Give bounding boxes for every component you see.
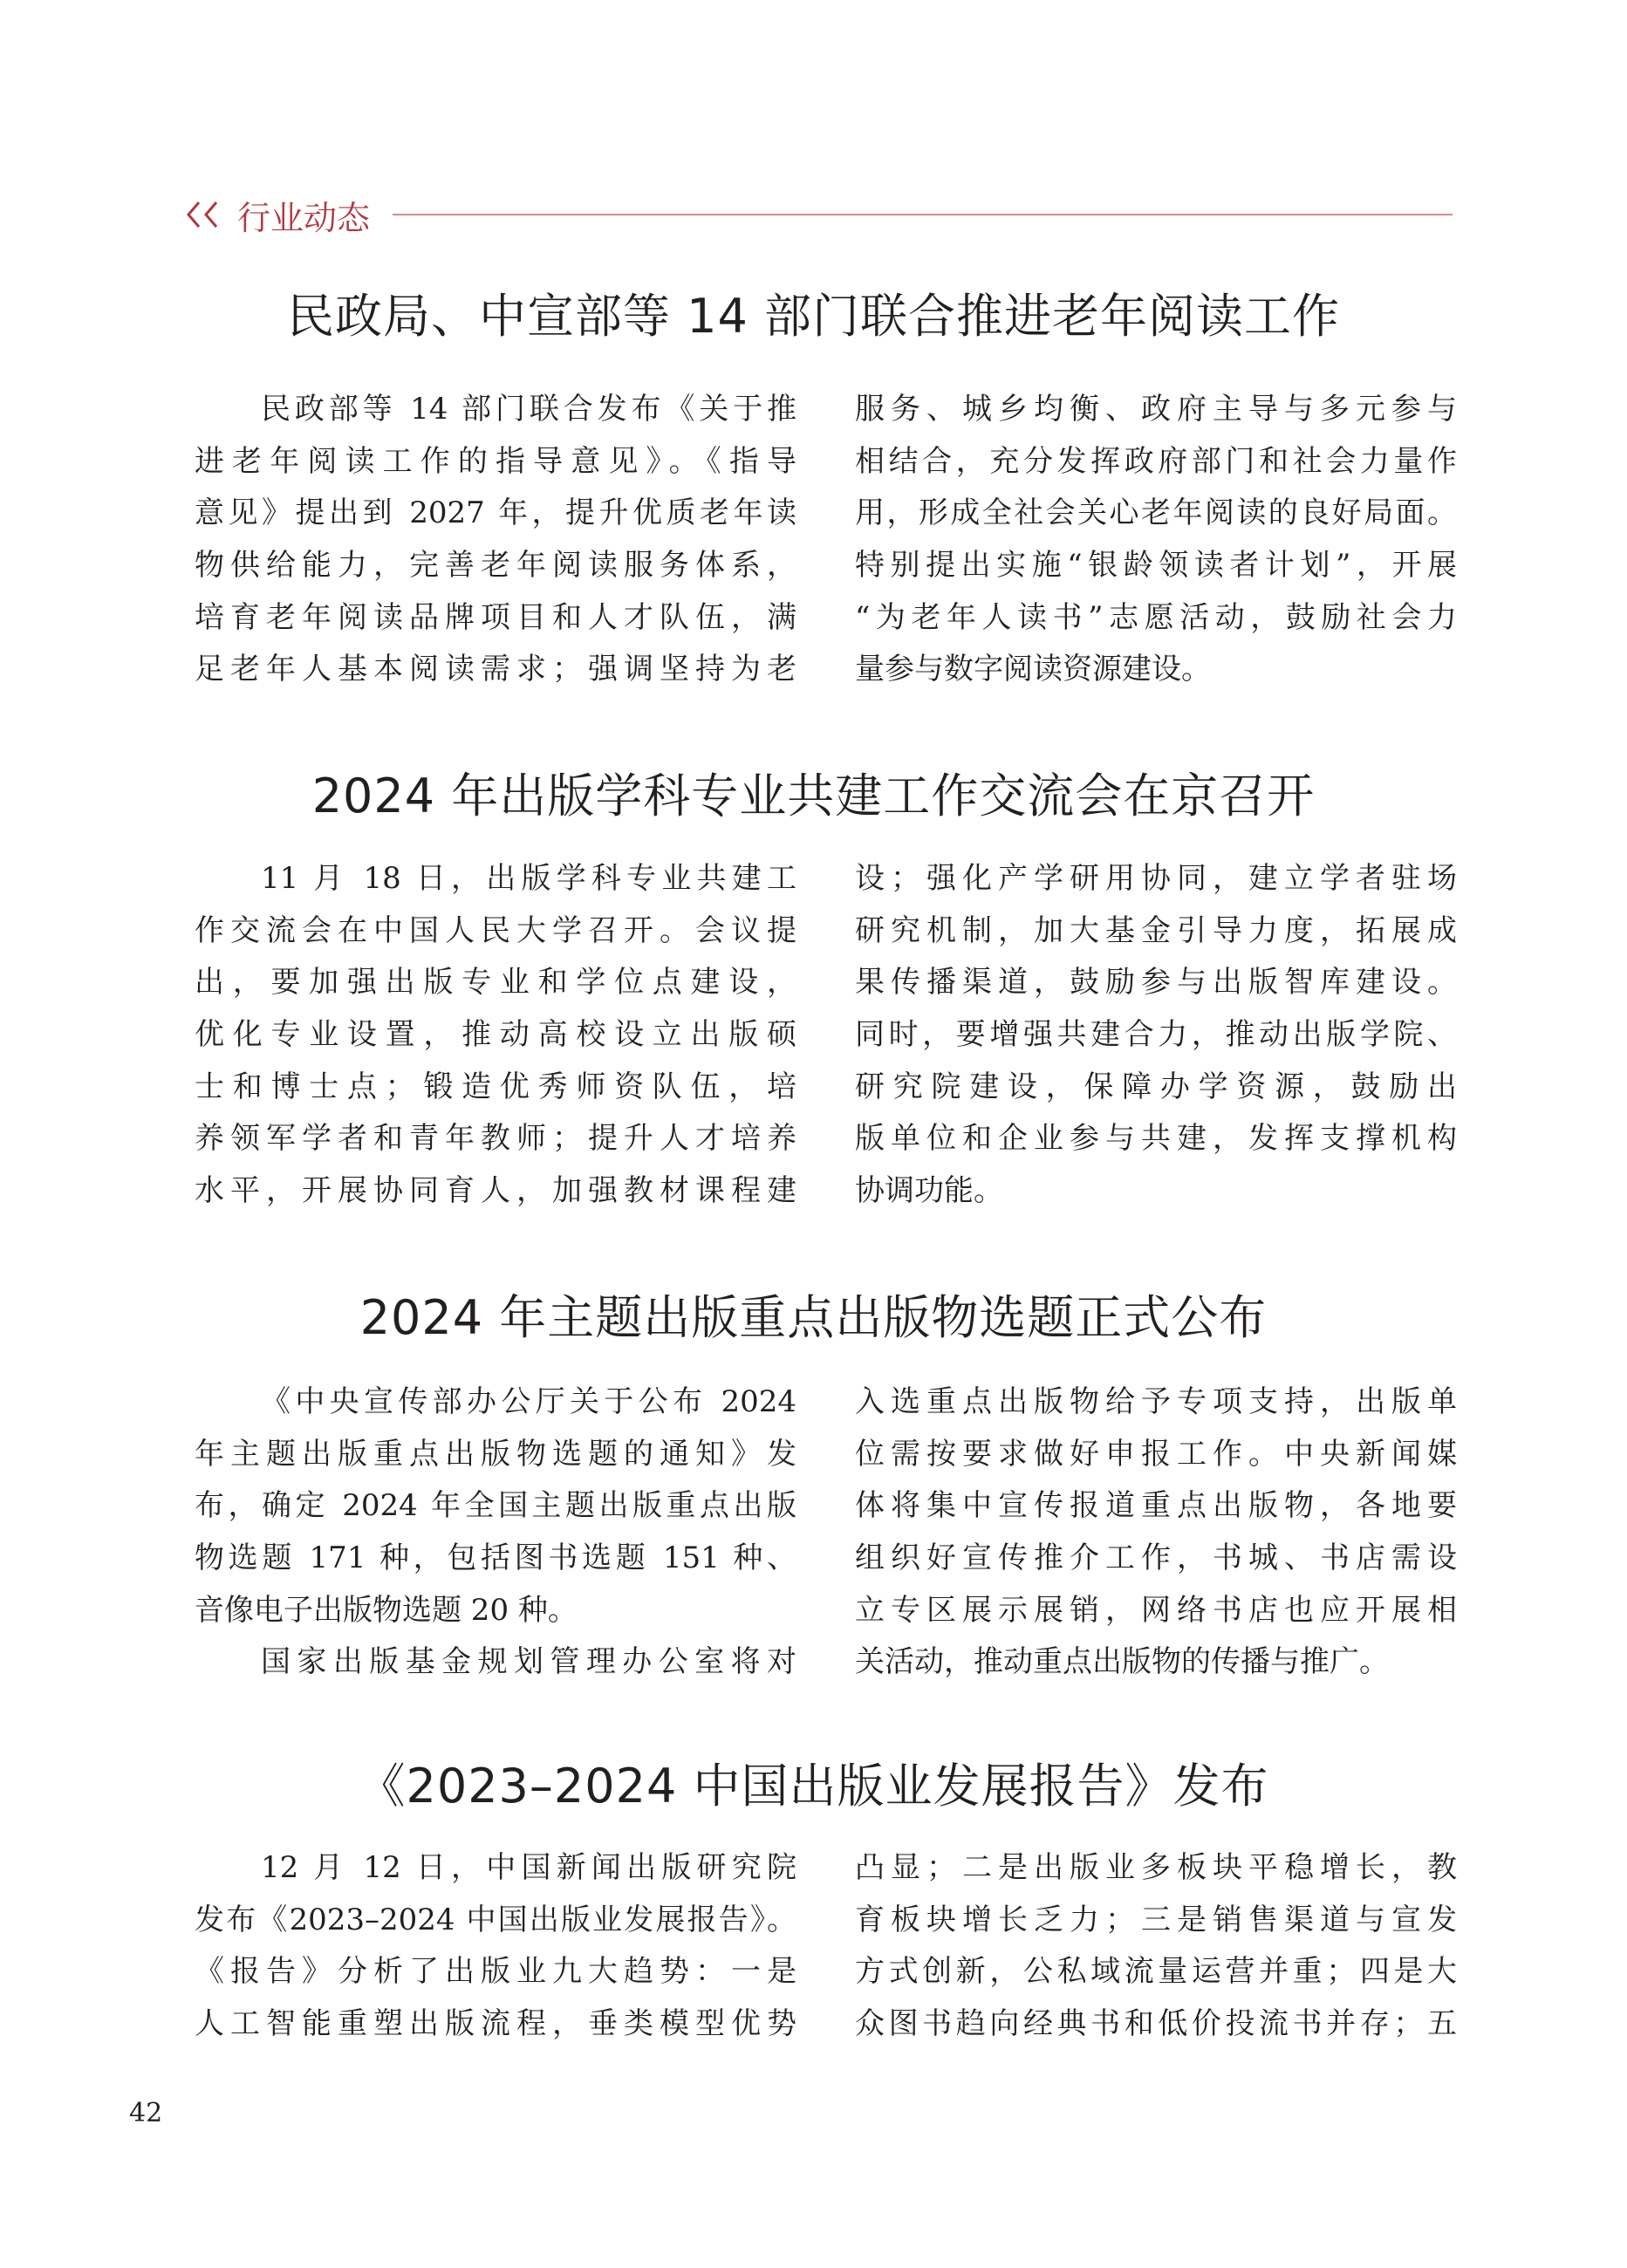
text-line: 11 月 18 日，出版学科专业共建工 (261, 861, 796, 896)
text-line: 布，确定 2024 年全国主题出版重点出版 (195, 1488, 796, 1524)
text-line: 众图书趋向经典书和低价投流书并存；五 (855, 2006, 1457, 2042)
text-line: 物选题 171 种，包括图书选题 151 种、 (195, 1540, 796, 1576)
text-line: 用，形成全社会关心老年阅读的良好局面。 (855, 495, 1457, 531)
text-line: 关活动，推动重点出版物的传播与推广。 (855, 1644, 1389, 1680)
text-line: 人工智能重塑出版流程，垂类模型优势 (195, 2006, 796, 2042)
article-1-left-column (195, 384, 796, 696)
text-line: 养领军学者和青年教师；提升人才培养 (195, 1121, 796, 1157)
article-4-title: 《2023–2024 中国出版业发展报告》发布 (358, 1759, 1269, 1814)
text-line: 士和博士点；锻造优秀师资队伍，培 (195, 1069, 796, 1104)
article-3-left-column (195, 1377, 796, 1689)
text-line: 育板块增长乏力；三是销售渠道与宣发 (855, 1902, 1457, 1937)
text-line: 凸显；二是出版业多板块平稳增长，教 (855, 1850, 1457, 1885)
text-line: 体将集中宣传报道重点出版物，各地要 (855, 1488, 1457, 1524)
text-line: 《中央宣传部办公厅关于公布 2024 (261, 1384, 796, 1419)
text-line: 民政部等 14 部门联合发布《关于推 (261, 392, 796, 427)
text-line: 方式创新，公私域流量运营并重；四是大 (855, 1954, 1457, 1990)
section-header (183, 190, 1453, 239)
text-line: 版单位和企业参与共建，发挥支撑机构 (855, 1121, 1457, 1157)
text-line: 入选重点出版物给予专项支持，出版单 (855, 1384, 1457, 1419)
text-line: 特别提出实施“银龄领读者计划”，开展 (855, 548, 1457, 584)
text-line: 协调功能。 (855, 1173, 1003, 1209)
text-line: 相结合，充分发挥政府部门和社会力量作 (855, 443, 1457, 479)
text-line: 设；强化产学研用协同，建立学者驻场 (855, 861, 1457, 896)
text-line: 意见》提出到 2027 年，提升优质老年读 (195, 495, 796, 531)
text-line: 音像电子出版物选题 20 种。 (195, 1592, 578, 1628)
article-2-left-column (195, 853, 796, 1218)
text-line: 研究机制，加大基金引导力度，拓展成 (855, 912, 1457, 948)
article-2-right-column (855, 853, 1457, 1218)
text-line: “为老年人读书”志愿活动，鼓励社会力 (855, 599, 1457, 635)
text-line: 研究院建设，保障办学资源，鼓励出 (855, 1069, 1457, 1104)
text-line: 出，要加强出版专业和学位点建设， (195, 965, 796, 1001)
text-line: 进老年阅读工作的指导意见》。《指导 (195, 443, 796, 479)
text-line: 物供给能力，完善老年阅读服务体系， (195, 548, 796, 584)
text-line: 位需按要求做好申报工作。中央新闻媒 (855, 1436, 1457, 1472)
text-line: 量参与数字阅读资源建设。 (855, 652, 1211, 687)
text-line: 作交流会在中国人民大学召开。会议提 (195, 912, 796, 948)
text-line: 组织好宣传推介工作，书城、书店需设 (855, 1540, 1457, 1576)
text-line: 发布《2023–2024 中国出版业发展报告》。 (195, 1902, 796, 1937)
article-4-left-column (195, 1842, 796, 2051)
article-2-title: 2024 年出版学科专业共建工作交流会在京召开 (311, 769, 1316, 823)
text-line: 12 月 12 日，中国新闻出版研究院 (261, 1850, 796, 1885)
section-label: 行业动态 (237, 198, 371, 237)
article-3-title: 2024 年主题出版重点出版物选题正式公布 (359, 1290, 1268, 1345)
text-line: 国家出版基金规划管理办公室将对 (261, 1644, 796, 1680)
text-line: 足老年人基本阅读需求；强调坚持为老 (195, 652, 796, 687)
article-1-title: 民政局、中宣部等 14 部门联合推进老年阅读工作 (286, 289, 1341, 344)
text-line: 服务、城乡均衡、政府主导与多元参与 (855, 392, 1457, 427)
page-number: 42 (129, 2098, 163, 2128)
article-1-right-column (855, 384, 1457, 696)
text-line: 年主题出版重点出版物选题的通知》发 (195, 1436, 796, 1472)
double-chevron-left-icon (183, 197, 223, 232)
article-3-right-column (855, 1377, 1457, 1689)
header-rule (393, 214, 1453, 215)
text-line: 水平，开展协同育人，加强教材课程建 (195, 1173, 796, 1209)
text-line: 《报告》分析了出版业九大趋势：一是 (195, 1954, 796, 1990)
text-line: 立专区展示展销，网络书店也应开展相 (855, 1592, 1457, 1628)
text-line: 果传播渠道，鼓励参与出版智库建设。 (855, 965, 1457, 1001)
article-4-right-column (855, 1842, 1457, 2051)
text-line: 同时，要增强共建合力，推动出版学院、 (855, 1017, 1457, 1053)
text-line: 培育老年阅读品牌项目和人才队伍，满 (195, 599, 796, 635)
text-line: 优化专业设置，推动高校设立出版硕 (195, 1017, 796, 1053)
